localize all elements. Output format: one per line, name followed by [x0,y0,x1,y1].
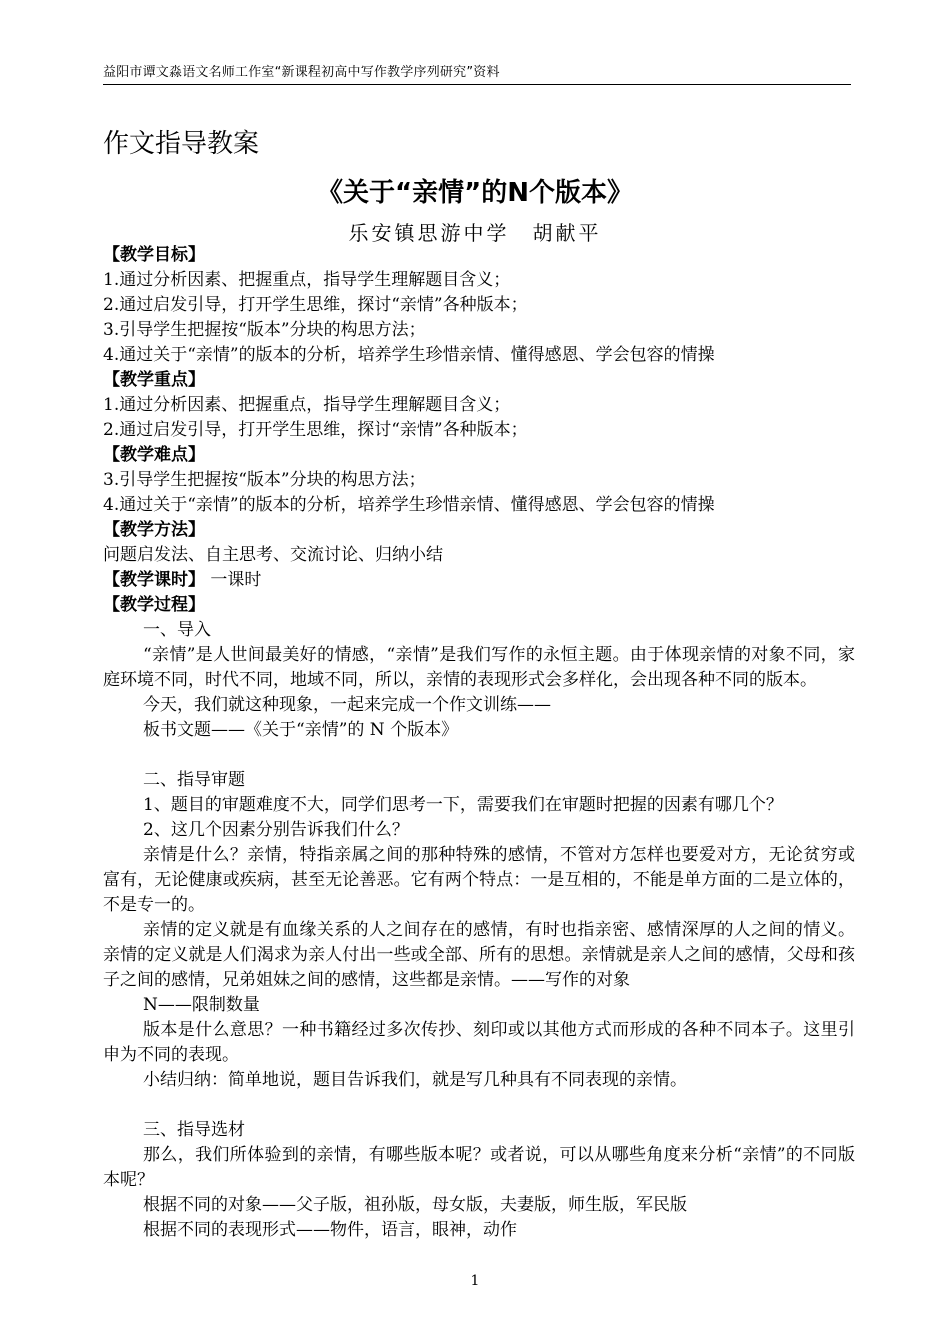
section-topic-title: 二、指导审题 [143,770,245,790]
goal-item: 2.通过启发引导，打开学生思维，探讨“亲情”各种版本； [103,295,528,315]
paragraph: N——限制数量 [143,995,260,1015]
document-body [103,243,855,1243]
process-heading: 【教学过程】 [103,595,205,615]
paragraph: “亲情”是人世间最美好的情感，“亲情”是我们写作的永恒主题。由于体现亲情的对象不同，家庭环境不同，时代不同，地域不同，所以，亲情的表现形式会多样化，会出现各种不同的版本。 [103,645,855,690]
paragraph: 那么，我们所体验到的亲情，有哪些版本呢？或者说，可以从哪些角度来分析“亲情”的不同版本呢？ [103,1145,855,1190]
section-material-title: 三、指导选材 [143,1120,245,1140]
spacer [103,743,855,768]
paragraph: 今天，我们就这种现象，一起来完成一个作文训练—— [143,695,551,715]
paragraph: 2、这几个因素分别告诉我们什么？ [143,820,409,840]
hours-text: 一课时 [205,570,262,590]
paragraph: 版本是什么意思？一种书籍经过多次传抄、刻印或以其他方式而形成的各种不同本子。这里引申为不同的表现。 [103,1020,855,1065]
paragraph: 小结归纳：简单地说，题目告诉我们，就是写几种具有不同表现的亲情。 [143,1070,687,1090]
paragraph: 板书文题——《关于“亲情”的 N 个版本》 [143,720,459,740]
key-points-heading: 【教学重点】 [103,370,205,390]
paragraph: 根据不同的对象——父子版，祖孙版，母女版，夫妻版，师生版，军民版 [143,1195,687,1215]
paragraph: 亲情的定义就是有血缘关系的人之间存在的感情，有时也指亲密、感情深厚的人之间的情义。亲情的定义就是人们渴求为亲人付出一些或全部、所有的思想。亲情就是亲人之间的感情，父母和孩子之间的感情，兄弟姐妹之间的感情，这些都是亲情。——写作的对象 [103,920,855,990]
goal-item: 3.引导学生把握按“版本”分块的构思方法； [103,320,426,340]
goals-heading: 【教学目标】 [103,245,205,265]
key-point-item: 2.通过启发引导，打开学生思维，探讨“亲情”各种版本； [103,420,528,440]
methods-text: 问题启发法、自主思考、交流讨论、归纳小结 [103,545,443,565]
spacer [103,1093,855,1118]
key-point-item: 1.通过分析因素、把握重点，指导学生理解题目含义； [103,395,511,415]
author-line: 乐安镇思游中学 胡献平 [348,221,602,245]
difficulties-heading: 【教学难点】 [103,445,205,465]
goal-item: 4.通过关于“亲情”的版本的分析，培养学生珍惜亲情、懂得感恩、学会包容的情操 [103,345,715,365]
goal-item: 1.通过分析因素、把握重点，指导学生理解题目含义； [103,270,511,290]
section-intro-title: 一、导入 [143,620,211,640]
running-header: 益阳市谭文淼语文名师工作室“新课程初高中写作教学序列研究”资料 [103,65,851,85]
hours-heading: 【教学课时】 [103,570,205,590]
methods-heading: 【教学方法】 [103,520,205,540]
page-number: 1 [470,1273,480,1289]
difficulty-item: 4.通过关于“亲情”的版本的分析，培养学生珍惜亲情、懂得感恩、学会包容的情操 [103,495,715,515]
essay-title: 《关于“亲情”的N个版本》 [317,178,633,208]
document-type-title: 作文指导教案 [103,129,260,159]
paragraph: 1、题目的审题难度不大，同学们思考一下，需要我们在审题时把握的因素有哪几个？ [143,795,783,815]
difficulty-item: 3.引导学生把握按“版本”分块的构思方法； [103,470,426,490]
hours-line [103,568,855,593]
paragraph: 根据不同的表现形式——物件，语言，眼神，动作 [143,1220,517,1240]
paragraph: 亲情是什么？亲情，特指亲属之间的那种特殊的感情，不管对方怎样也要爱对方，无论贫穷或富有，无论健康或疾病，甚至无论善恶。它有两个特点：一是互相的，不能是单方面的二是立体的，不是专一的。 [103,845,855,915]
